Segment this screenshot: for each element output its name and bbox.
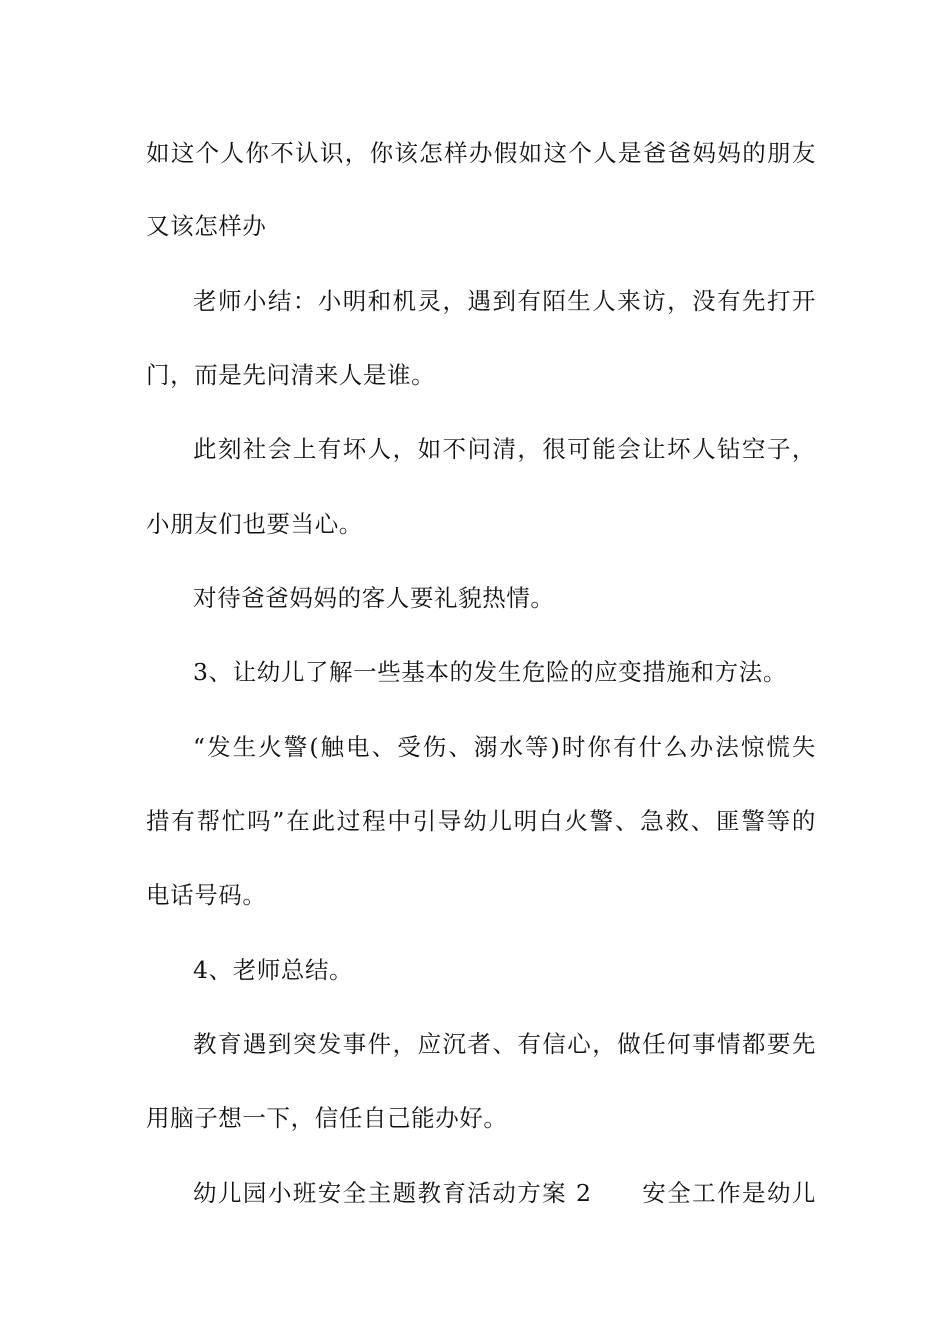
text-line: 3、让幼儿了解一些基本的发生危险的应变措施和方法。 xyxy=(193,658,787,686)
text-line: “发生火警(触电、受伤、溺水等)时你有什么办法惊慌失 xyxy=(193,733,816,761)
text-line: 对待爸爸妈妈的客人要礼貌热情。 xyxy=(193,584,555,612)
text-line: 措有帮忙吗”在此过程中引导幼儿明白火警、急救、匪警等的 xyxy=(146,807,816,835)
text-line: 教育遇到突发事件，应沉者、有信心，做任何事情都要先 xyxy=(193,1030,816,1058)
text-line: 4、老师总结。 xyxy=(193,956,354,984)
text-line: 又该怎样办 xyxy=(146,212,267,240)
text-line: 如这个人你不认识，你该怎样办假如这个人是爸爸妈妈的朋友 xyxy=(146,139,816,167)
text-line: 幼儿园小班安全主题教育活动方案 2 安全工作是幼儿 xyxy=(193,1179,816,1207)
text-line: 老师小结：小明和机灵，遇到有陌生人来访，没有先打开 xyxy=(193,287,816,315)
text-line: 小朋友们也要当心。 xyxy=(146,510,363,538)
text-line: 用脑子想一下，信任自己能办好。 xyxy=(146,1104,508,1132)
text-line: 电话号码。 xyxy=(146,881,267,909)
text-line: 此刻社会上有坏人，如不问清，很可能会让坏人钻空子， xyxy=(193,435,816,463)
text-line: 门，而是先问清来人是谁。 xyxy=(146,361,436,389)
